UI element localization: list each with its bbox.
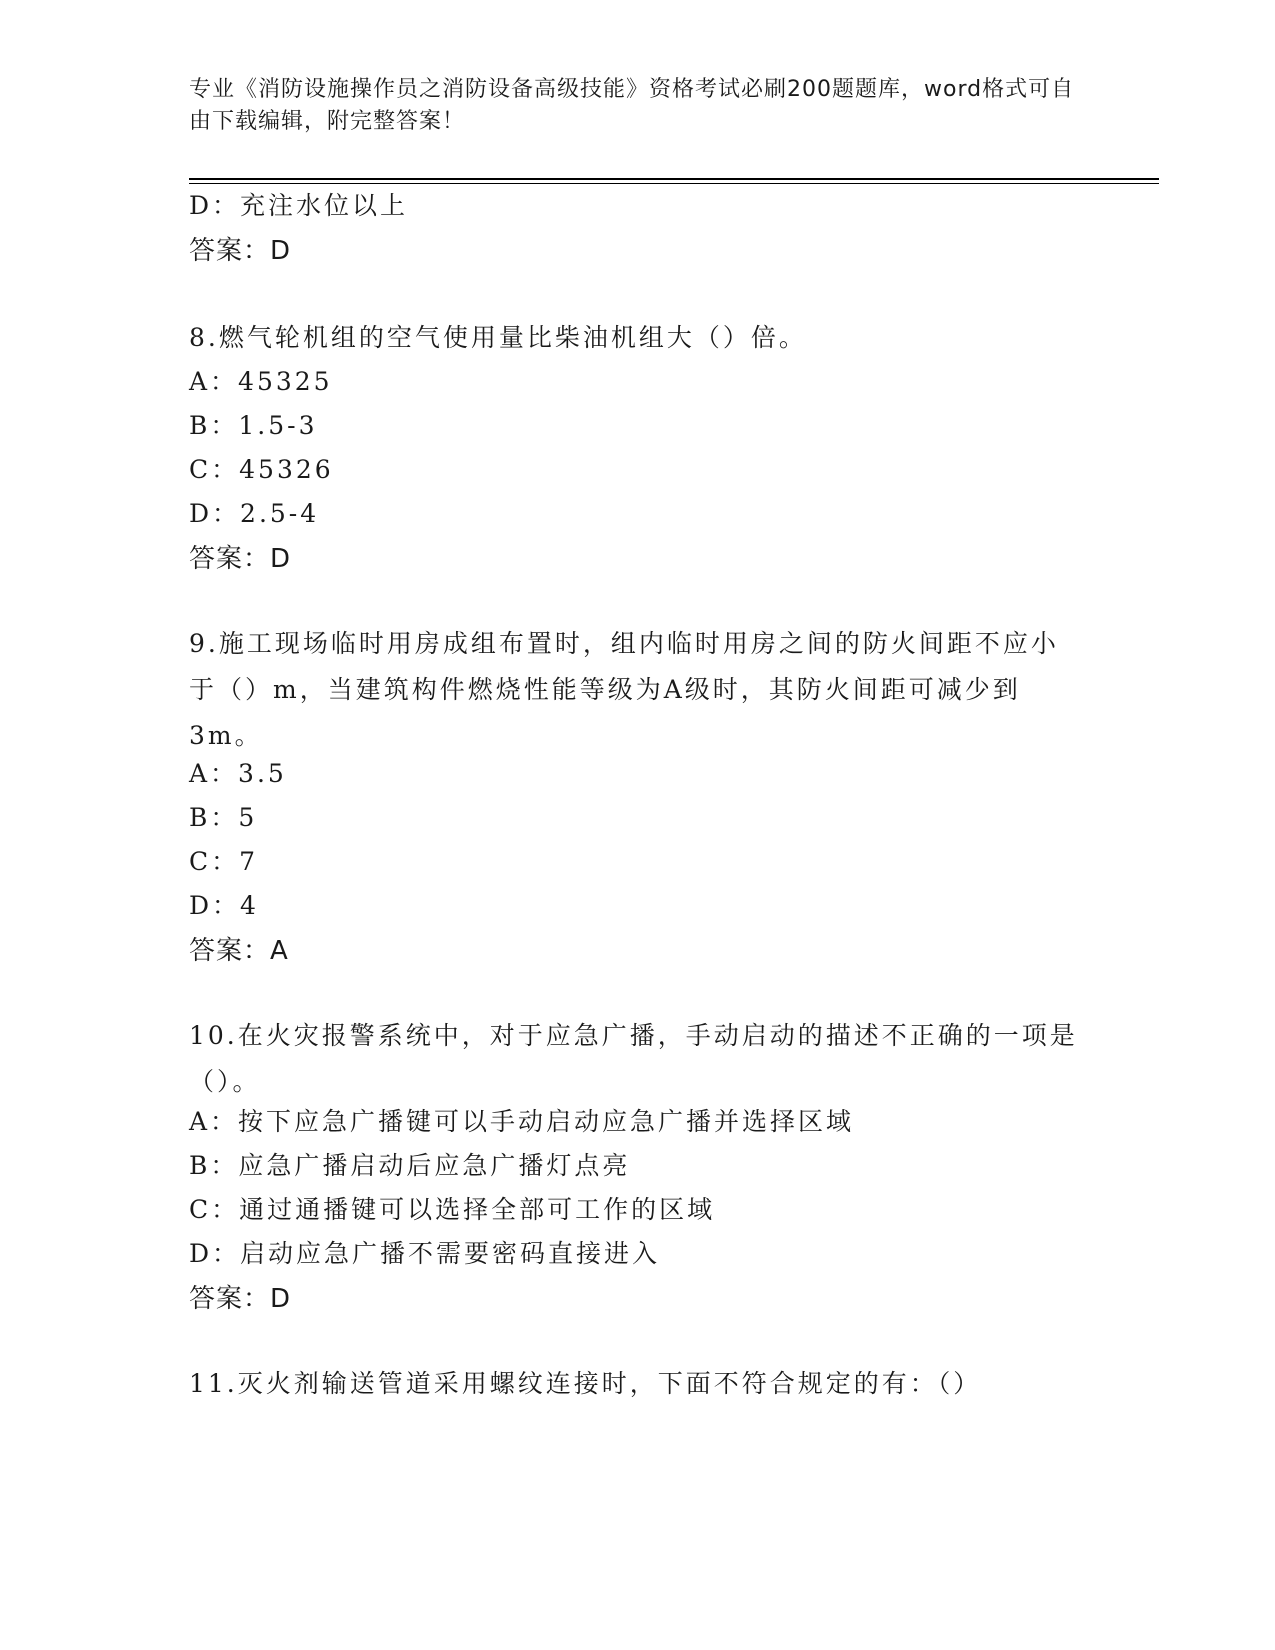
answer: 答案：D <box>189 544 292 574</box>
answer: 答案：D <box>189 1284 292 1314</box>
document-header: 专业《消防设施操作员之消防设备高级技能》资格考试必刷200题题库，word格式可自由下载编辑，附完整答案！ <box>189 77 1075 134</box>
option-d: D：启动应急广播不需要密码直接进入 <box>189 1239 661 1268</box>
option-a: A：3.5 <box>189 759 287 788</box>
answer: 答案：D <box>189 236 292 266</box>
option-c: C：45326 <box>189 455 334 484</box>
option-b: B：5 <box>189 803 258 832</box>
question-stem: 9.施工现场临时用房成组布置时，组内临时用房之间的防火间距不应小于（）m，当建筑构件燃烧性能等级为A级时，其防火间距可减少到3m。 <box>189 629 1059 750</box>
header-divider-thick <box>189 178 1159 180</box>
option-d: D：2.5-4 <box>189 499 320 528</box>
question-stem: 8.燃气轮机组的空气使用量比柴油机组大（）倍。 <box>189 323 807 352</box>
option-a: A：按下应急广播键可以手动启动应急广播并选择区域 <box>189 1107 855 1136</box>
question-stem: 10.在火灾报警系统中，对于应急广播，手动启动的描述不正确的一项是（）。 <box>189 1021 1078 1096</box>
question-stem: 11.灭火剂输送管道采用螺纹连接时，下面不符合规定的有：（） <box>189 1369 982 1398</box>
option-c: C：通过通播键可以选择全部可工作的区域 <box>189 1195 716 1224</box>
option-b: B：1.5-3 <box>189 411 318 440</box>
header-divider-thin <box>189 183 1159 184</box>
option-a: A：45325 <box>189 367 333 396</box>
option-d: D：4 <box>189 891 259 920</box>
answer: 答案：A <box>189 936 289 966</box>
option-b: B：应急广播启动后应急广播灯点亮 <box>189 1151 631 1180</box>
option-c: C：7 <box>189 847 259 876</box>
option-d: D：充注水位以上 <box>189 191 409 220</box>
